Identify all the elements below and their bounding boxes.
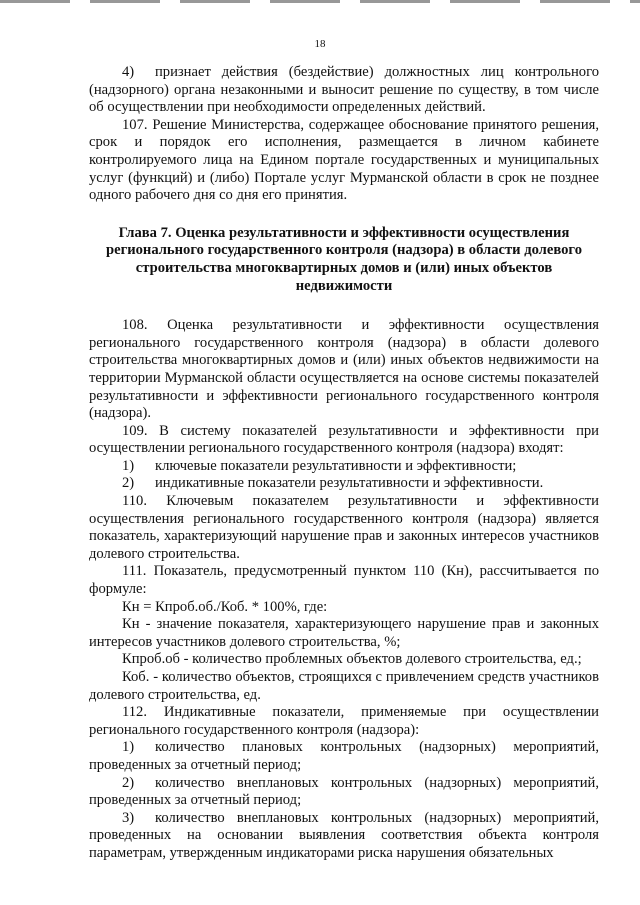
list-item-number: 1)	[122, 457, 135, 474]
list-item-text: количество плановых контрольных (надзорных) мероприятий, проведенных за отчетный период;	[89, 739, 599, 773]
list-item-4	[89, 64, 599, 117]
definition-kn: Кн - значение показателя, характеризующего нарушение прав и законных интересов участников долевого строительства, %;	[89, 616, 599, 650]
paragraph-109: 109. В систему показателей результативности и эффективности при осуществлении регионального государственного контроля (надзора) входят:	[89, 422, 599, 457]
list-item-1	[89, 458, 599, 476]
paragraph-108: 108. Оценка результативности и эффективности осуществления регионального государственного контроля (надзора) в области долевого строительства многоквартирных домов и (или) иных объектов недвижимости на территории Мурманской области осуществляется на основе системы показателей результативности и эффективности регионального государственного контроля (надзора).	[89, 317, 599, 422]
scan-top-edge	[0, 0, 640, 3]
list-item-text: количество внеплановых контрольных (надзорных) мероприятий, проведенных за отчетный период;	[89, 774, 599, 809]
definition-kob: Коб. - количество объектов, строящихся с привлечением средств участников долевого строительства, ед.	[89, 669, 599, 703]
list-item-text: индикативные показатели результативности и эффективности.	[155, 475, 544, 492]
list-item-2	[89, 475, 599, 493]
paragraph-111: 111. Показатель, предусмотренный пунктом 110 (Кн), рассчитывается по формуле:	[89, 563, 599, 598]
list-item-number: 2)	[122, 475, 135, 492]
indicator-item-1	[89, 739, 599, 774]
chapter-heading: Глава 7. Оценка результативности и эффективности осуществления регионального государственного контроля (надзора) в области долевого строительства многоквартирных домов и (или) иных объектов недвижимости	[105, 224, 582, 294]
page-number: 18	[314, 38, 326, 50]
formula: Кн = Кпроб.об./Коб. * 100%, где:	[122, 598, 328, 615]
paragraph-107: 107. Решение Министерства, содержащее обоснование принятого решения, срок и порядок его исполнения, размещается в личном кабинете контролируемого лица на Едином портале государственных и муниципальных услуг (функций) и (либо) Портале услуг Мурманской области в срок не позднее одного рабочего дня со дня его принятия.	[89, 116, 599, 204]
list-item-number: 2)	[122, 774, 135, 791]
list-item-number: 3)	[122, 809, 135, 826]
list-item-text: признает действия (бездействие) должностных лиц контрольного (надзорного) органа незаконными и выносит решение по существу, в том числе об осуществлении при необходимости определенных действий.	[89, 64, 599, 116]
indicator-item-3	[89, 810, 599, 863]
list-item-number: 4)	[122, 64, 135, 80]
paragraph-112: 112. Индикативные показатели, применяемые при осуществлении регионального государственного контроля (надзора):	[89, 704, 599, 738]
indicator-item-2	[89, 775, 599, 810]
definition-kprob: Кпроб.об - количество проблемных объектов долевого строительства, ед.;	[122, 651, 582, 668]
list-item-number: 1)	[122, 739, 135, 756]
paragraph-110: 110. Ключевым показателем результативности и эффективности осуществления регионального государственного контроля (надзора) является показатель, характеризующий нарушение прав и законных интересов участников долевого строительства.	[89, 493, 599, 562]
list-item-text: ключевые показатели результативности и эффективности;	[155, 457, 517, 474]
document-body	[89, 64, 599, 863]
list-item-text: количество внеплановых контрольных (надзорных) мероприятий, проведенных на основании выявления соответствия объекта контроля параметрам, утвержденным индикаторами риска нарушения обязательных	[89, 809, 599, 861]
